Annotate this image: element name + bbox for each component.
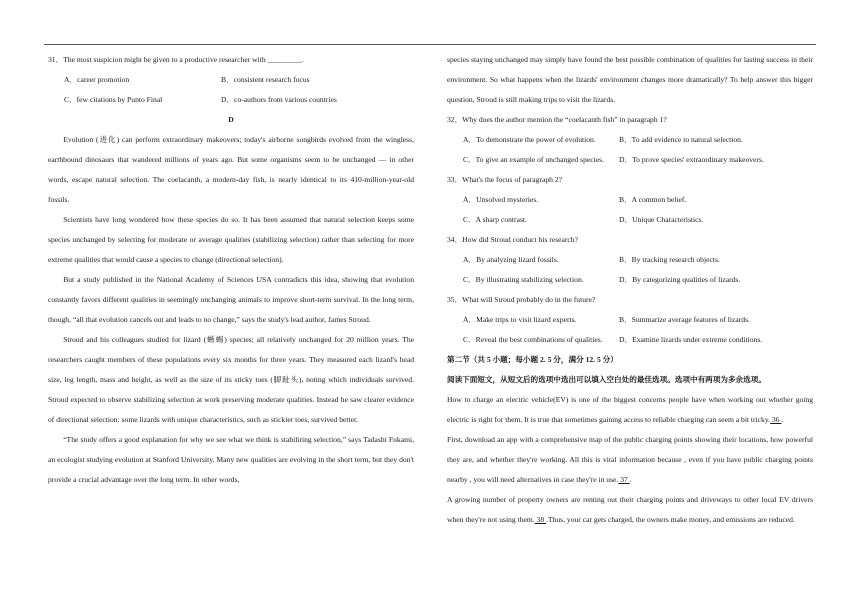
option-a: A．Make trips to visit lizard experts. [463,315,577,324]
question-32-options-row-1 [447,130,813,150]
blank-37: 37 [618,475,630,484]
option-d: D．co-authors from various countries [221,95,337,104]
cloze-paragraph-3 [447,490,813,530]
passage-d-label: D [228,115,234,124]
option-c: C．Reveal the best combinations of qualities. [463,335,603,344]
cloze-text-end: . [781,415,784,424]
question-33-options-row-2 [447,210,813,230]
option-d: D．To prove species' extraordinary makeovers. [619,155,764,164]
option-d: D．By categorizing qualities of lizards. [619,275,741,284]
option-b: B．consistent research focus [221,75,310,84]
option-b: B．Summarize average features of lizards. [619,315,750,324]
option-d: D．Unique Characteristics. [619,215,704,224]
question-33-options-row-1 [447,190,813,210]
blank-38: 38 [534,515,547,524]
option-c: C．By illustrating stabilizing selection. [463,275,584,284]
question-34-stem: 34．How did Stroud conduct his research? [447,235,578,244]
left-column [48,50,414,490]
right-column [447,50,813,530]
question-34-options-row-2 [447,270,813,290]
option-c: C．A sharp contrast. [463,215,527,224]
question-32-options-row-2 [447,150,813,170]
section-2-instruction: 阅读下面短文，从短文后的选项中选出可以填入空白处的最佳选项。选项中有两项为多余选项。 [447,375,766,384]
option-c: C．few citations by Punto Final [64,95,163,104]
header-rule [44,44,816,45]
option-b: B．By tracking research objects. [619,255,720,264]
passage-continuation: species staying unchanged may simply have found the best possible combination of qualities for lasting success in their environment. So what happens when the lizards' environment changes more dramatically? To help answer this bigger question, Stroud is still making trips to visit the lizards. [447,55,813,104]
passage-paragraph-1: Evolution (进化) can perform extraordinary makeovers; today's airborne songbirds evolved from the wingless, earthbound dinosaurs that wandered millions of years ago. But some organisms seem to be unchanged — in other words, escape natural selection. The coelacanth, a modern-day fish, is nearly identical to its 410-million-year-old fossils. [48,135,414,204]
question-34-options-row-1 [447,250,813,270]
option-c: C．To give an example of unchanged species. [463,155,604,164]
passage-paragraph-2: Scientists have long wondered how these species do so. It has been assumed that natural selection keeps some species unchanged by selecting for moderate or average qualities (stabilizing selection) rather than selecting for more extreme qualities that would cause a species to change (directional selection). [48,215,414,264]
cloze-text: A growing number of property owners are renting out their charging points and driveways to other local EV drivers when they're not using them. [447,495,813,524]
question-33-stem: 33．What's the focus of paragraph 2? [447,175,563,184]
cloze-paragraph-2 [447,430,813,490]
passage-paragraph-3: But a study published in the National Academy of Sciences USA contradicts this idea, showing that evolution constantly favors different qualities in seemingly unchanging animals to improve short-term survival. In the long term, though, “all that evolution cancels out and leads to no change,” says the study's lead author, James Stroud. [48,275,414,324]
cloze-text: First, download an app with a comprehensive map of the public charging points showing their locations, how powerful they are, and whether they're working. All this is vital information because , even if you have public charging points nearby , you will need alternatives in case they're in use. [447,435,813,484]
passage-paragraph-4: Stroud and his colleagues studied for lizard (蜥蜴) species; all relatively unchanged for 20 million years. The researchers caught members of these populations every six months for three years. They measured each lizard's head size, leg length, mass and height, as well as the size of its sticky toes (脚趾头), noting which individuals survived. Stroud expected to observe stabilizing selection at work preserving moderate qualities. Instead he saw clearer evidence of directional selection: some lizards with unique characteristics, such as stickier toes, survived better. [48,335,414,424]
question-32-stem: 32．Why does the author mention the “coelacanth fish” in paragraph 1? [447,115,667,124]
question-35-options-row-2 [447,330,813,350]
cloze-paragraph-1 [447,390,813,430]
option-a: A．To demonstrate the power of evolution. [463,135,596,144]
option-d: D．Examine lizards under extreme conditions. [619,335,763,344]
cloze-text: How to charge an electric vehicle(EV) is one of the biggest concerns people have when working out whether going electric is right for them. It is true that sometimes gaining access to reliable charging can seem a bit tricky. [447,395,813,424]
question-31-options-row-2 [48,90,414,110]
question-35-options-row-1 [447,310,813,330]
question-35-stem: 35．What will Stroud probably do in the future? [447,295,596,304]
cloze-text-end: .Thus, your car gets charged, the owners make money, and emissions are reduced. [546,515,795,524]
option-b: B．A common belief. [619,195,687,204]
passage-paragraph-5: “The study offers a good explanation for why we see what we think is stabiliring selection,” says Tadashi Fukami, an ecologist studying evolution at Stanford University. Many new qualities are evolving in the short term, but they don't provide a crucial advantage over the long term. In other words, [48,435,414,484]
question-31-options-row-1 [48,70,414,90]
question-31-stem: 31．The most suspicion might be given to a productive researcher with _________. [48,55,304,64]
cloze-text-end: . [629,475,632,484]
blank-36: 36 [770,415,782,424]
option-b: B．To add evidence to natural selection. [619,135,743,144]
option-a: A．By analyzing lizard fossils. [463,255,559,264]
option-a: A．career promotion [64,75,130,84]
section-2-title: 第二节（共 5 小题；每小题 2. 5 分，满分 12. 5 分） [447,355,618,364]
option-a: A．Unsolved mysteries. [463,195,539,204]
